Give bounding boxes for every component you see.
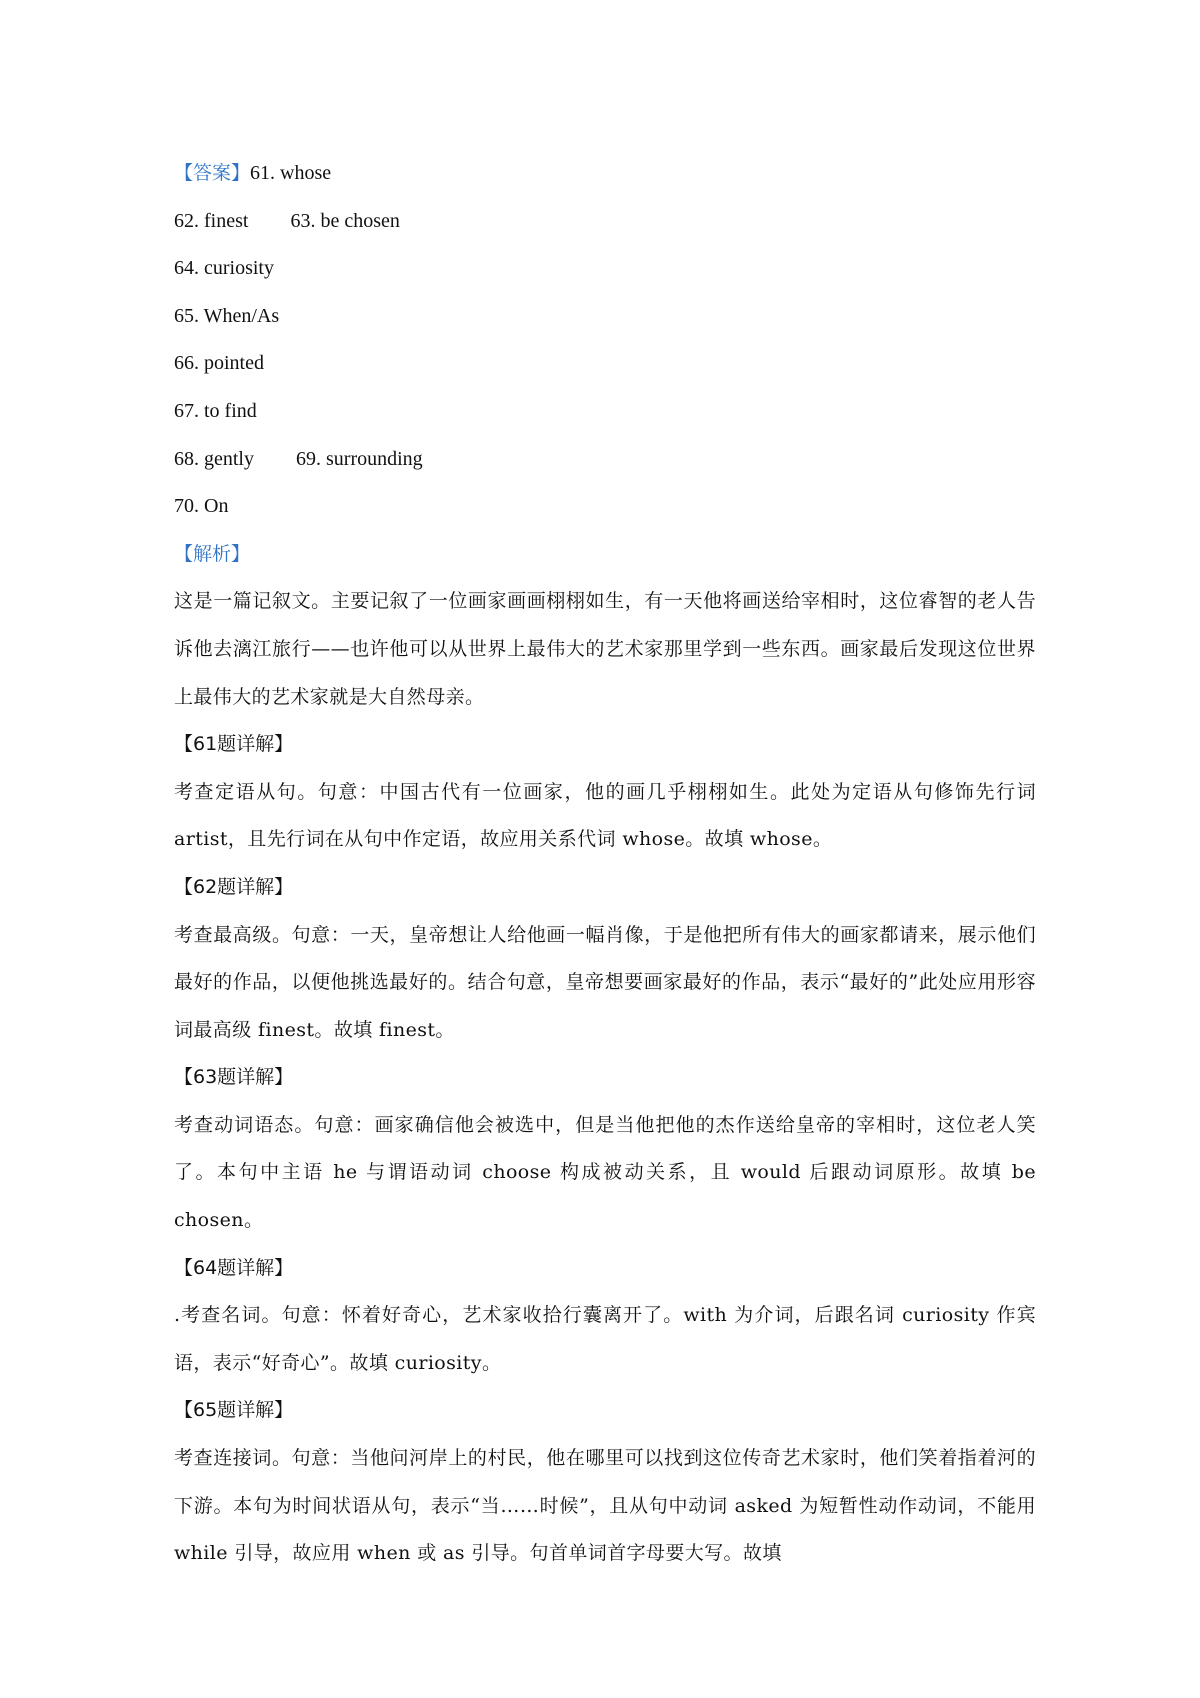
section-heading — [174, 864, 1036, 912]
section-text: 考查连接词。句意：当他问河岸上的村民，他在哪里可以找到这位传奇艺术家时，他们笑着指着河的下游。本句为时间状语从句，表示“当……时候”，且从句中动词 asked 为短暂性动作动词，不能用 while 引导，故应用 when 或 as 引导。句首单词首字母要大写。故填 — [174, 1447, 1036, 1565]
section-heading — [174, 721, 1036, 769]
answer-item: 68. gently — [174, 447, 254, 470]
analysis-label: 【解析】 — [174, 542, 251, 565]
answer-label: 【答案】 — [174, 162, 251, 184]
answer-line-6 — [174, 388, 1036, 436]
answer-item: 69. surrounding — [296, 447, 423, 470]
section-text: 考查定语从句。句意：中国古代有一位画家，他的画几乎栩栩如生。此处为定语从句修饰先行词 artist，且先行词在从句中作定语，故应用关系代词 whose。故填 whose。 — [174, 780, 1036, 851]
answer-item: 61. whose — [250, 162, 332, 184]
answer-line-1 — [174, 150, 1036, 198]
section-body — [174, 912, 1036, 1055]
section-text: .考查名词。句意：怀着好奇心，艺术家收拾行囊离开了。with 为介词，后跟名词 curiosity 作宾语，表示“好奇心”。故填 curiosity。 — [174, 1304, 1036, 1374]
summary-text: 这是一篇记叙文。主要记叙了一位画家画画栩栩如生，有一天他将画送给宰相时，这位睿智的老人告诉他去漓江旅行——也许他可以从世界上最伟大的艺术家那里学到一些东西。画家最后发现这位世界上最伟大的艺术家就是大自然母亲。 — [174, 590, 1036, 708]
answer-line-8 — [174, 483, 1036, 531]
section-title: 【65题详解】 — [174, 1399, 294, 1422]
answer-item: 70. On — [174, 495, 229, 518]
section-title: 【61题详解】 — [174, 733, 294, 756]
section-heading — [174, 1245, 1036, 1293]
section-body — [174, 769, 1036, 864]
summary-paragraph — [174, 578, 1036, 721]
answer-item: 63. be chosen — [290, 209, 400, 232]
answer-line-7 — [174, 436, 1036, 484]
answer-item: 62. finest — [174, 209, 249, 232]
answer-line-3 — [174, 245, 1036, 293]
answer-line-5 — [174, 340, 1036, 388]
answer-item: 67. to find — [174, 399, 257, 422]
analysis-heading — [174, 531, 1036, 579]
section-heading — [174, 1054, 1036, 1102]
section-text: 考查最高级。句意：一天，皇帝想让人给他画一幅肖像，于是他把所有伟大的画家都请来，展示他们最好的作品，以便他挑选最好的。结合句意，皇帝想要画家最好的作品，表示“最好的”此处应用形容词最高级 finest。故填 finest。 — [174, 923, 1036, 1041]
section-title: 【63题详解】 — [174, 1066, 294, 1089]
answer-item: 65. When/As — [174, 304, 280, 327]
section-text: 考查动词语态。句意：画家确信他会被选中，但是当他把他的杰作送给皇帝的宰相时，这位老人笑了。本句中主语 he 与谓语动词 choose 构成被动关系，且 would 后跟动词原形。故填 be chosen。 — [174, 1113, 1036, 1232]
section-body — [174, 1102, 1036, 1245]
section-body — [174, 1292, 1036, 1387]
section-title: 【62题详解】 — [174, 875, 294, 898]
answer-item: 64. curiosity — [174, 257, 274, 280]
document-page — [174, 150, 1036, 1578]
answer-line-4 — [174, 293, 1036, 341]
section-body — [174, 1435, 1036, 1578]
answer-line-2 — [174, 198, 1036, 246]
section-heading — [174, 1387, 1036, 1435]
section-title: 【64题详解】 — [174, 1256, 294, 1279]
answer-item: 66. pointed — [174, 352, 264, 375]
